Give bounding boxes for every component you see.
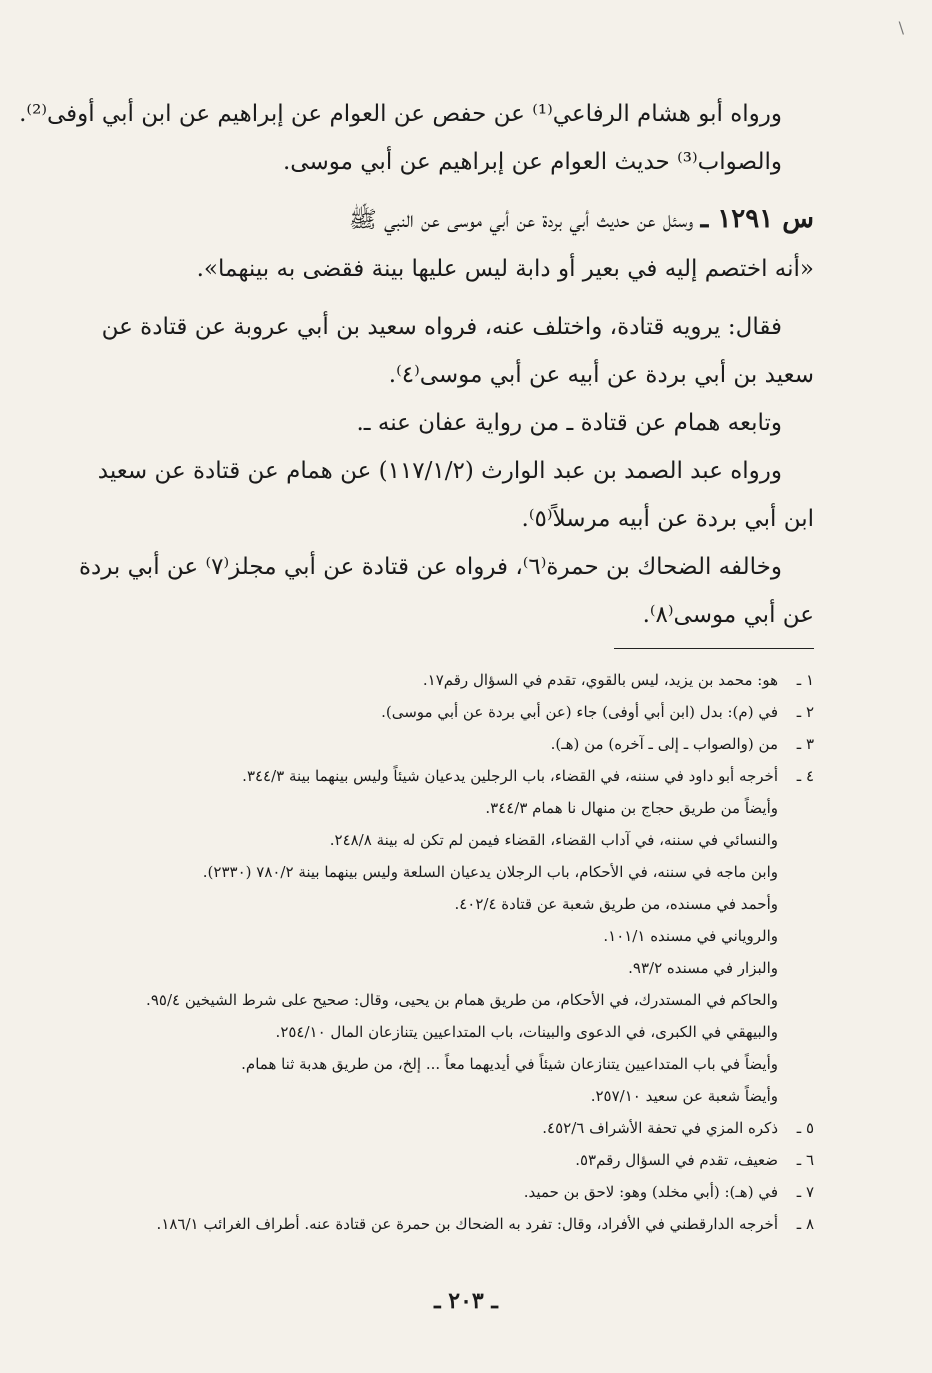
question-number: س ١٢٩١ ـ xyxy=(700,204,814,234)
question-heading xyxy=(100,194,814,245)
footnote-number: ٤ ـ xyxy=(796,767,814,785)
footnote-text: ضعيف، تقدم في السؤال رقم٥٣. xyxy=(575,1151,778,1169)
answer-line: وتابعه همام عن قتادة ـ من رواية عفان عنه ـ. xyxy=(356,410,782,436)
answer-line: وخالفه الضحاك بن حمرة⁽٦⁾، فرواه عن قتادة عن أبي مجلز⁽٧⁾ عن أبي بردة xyxy=(78,554,782,580)
footnote-continuation: وأحمد في مسنده، من طريق شعبة عن قتادة ٤٠٢/٤. xyxy=(454,895,778,913)
answer-line: فقال: يرويه قتادة، واختلف عنه، فرواه سعيد بن أبي عروبة عن قتادة عن xyxy=(101,314,782,340)
answer-line: ابن أبي بردة عن أبيه مرسلاً⁽٥⁾. xyxy=(521,506,814,532)
question-text: وسئل عن حديث أبي بردة عن أبي موسى عن النبي ﷺ xyxy=(348,207,694,233)
main-text xyxy=(19,90,814,639)
footnote xyxy=(118,664,814,696)
footnote-text: هو: محمد بن يزيد، ليس بالقوي، تقدم في السؤال رقم١٧. xyxy=(422,671,778,689)
footnote-continuation: وأيضاً من طريق حجاج بن منهال نا همام ٣٤٤/٣. xyxy=(485,799,778,817)
footnote xyxy=(118,696,814,728)
footnote-continuation: والبيهقي في الكبرى، في الدعوى والبينات، باب المتداعيين يتنازعان المال ٢٥٤/١٠. xyxy=(275,1023,778,1041)
footnote-number: ٣ ـ xyxy=(796,735,814,753)
footnote xyxy=(118,760,814,792)
footnote xyxy=(118,1176,814,1208)
footnote-text: في (هـ): (أبي مخلد) وهو: لاحق بن حميد. xyxy=(523,1183,778,1201)
footnote-continuation: والحاكم في المستدرك، في الأحكام، من طريق همام بن يحيى، وقال: صحيح على شرط الشيخين ٩٥/٤. xyxy=(146,991,778,1009)
text-line: ورواه أبو هشام الرفاعي⁽¹⁾ عن حفص عن العوام عن إبراهيم عن ابن أبي أوفى⁽²⁾. xyxy=(19,101,782,127)
footnote-continuation: والنسائي في سننه، في آداب القضاء، القضاء فيمن لم تكن له بينة ٢٤٨/٨. xyxy=(329,831,778,849)
footnote-number: ٥ ـ xyxy=(796,1119,814,1137)
footnote-separator xyxy=(614,648,814,649)
footnote-continuation: والروياني في مسنده ١٠١/١. xyxy=(603,927,778,945)
text-line: والصواب⁽³⁾ حديث العوام عن إبراهيم عن أبي موسى. xyxy=(282,149,782,175)
footnote xyxy=(118,728,814,760)
footnote-number: ٦ ـ xyxy=(796,1151,814,1169)
footnote-text: أخرجه الدارقطني في الأفراد، وقال: تفرد به الضحاك بن حمرة عن قتادة عنه. أطراف الغرائب ١٨٦/١. xyxy=(156,1215,778,1233)
footnote-number: ١ ـ xyxy=(796,671,814,689)
footnote xyxy=(118,1112,814,1144)
footnote-number: ٧ ـ xyxy=(796,1183,814,1201)
corner-mark: \ xyxy=(898,18,904,37)
answer-line: سعيد بن أبي بردة عن أبيه عن أبي موسى⁽٤⁾. xyxy=(388,362,814,388)
footnote-continuation: وأيضاً شعبة عن سعيد ٢٥٧/١٠. xyxy=(590,1087,778,1105)
footnote xyxy=(118,1208,814,1240)
answer-line: ورواه عبد الصمد بن عبد الوارث (١١٧/١/٢) عن همام عن قتادة عن سعيد xyxy=(97,458,782,484)
footnote-number: ٨ ـ xyxy=(796,1215,814,1233)
footnote-text: ذكره المزي في تحفة الأشراف ٤٥٢/٦. xyxy=(542,1119,778,1137)
answer-line: عن أبي موسى⁽٨⁾. xyxy=(642,602,814,628)
footnote-text: في (م): بدل (ابن أبي أوفى) جاء (عن أبي بردة عن أبي موسى). xyxy=(381,703,778,721)
question-text: «أنه اختصم إليه في بعير أو دابة ليس عليها بينة فقضى به بينهما». xyxy=(196,256,814,282)
footnote-continuation: وأيضاً في باب المتداعيين يتنازعان شيئاً في أيديهما معاً ... إلخ، من طريق هدبة ثنا همام. xyxy=(241,1055,778,1073)
page-number: ـ ٢٠٣ ـ xyxy=(434,1288,498,1314)
footnotes xyxy=(118,664,814,1240)
footnote xyxy=(118,1144,814,1176)
footnote-number: ٢ ـ xyxy=(796,703,814,721)
footnote-text: من (والصواب ـ إلى ـ آخره) من (هـ). xyxy=(550,735,778,753)
footnote-text: أخرجه أبو داود في سننه، في القضاء، باب الرجلين يدعيان شيئاً وليس بينهما بينة ٣٤٤/٣. xyxy=(242,767,778,785)
footnote-continuation: وابن ماجه في سننه، في الأحكام، باب الرجلان يدعيان السلعة وليس بينهما بينة ٧٨٠/٢ (٢٣٣٠). xyxy=(202,863,778,881)
footnote-continuation: والبزار في مسنده ٩٣/٢. xyxy=(628,959,778,977)
